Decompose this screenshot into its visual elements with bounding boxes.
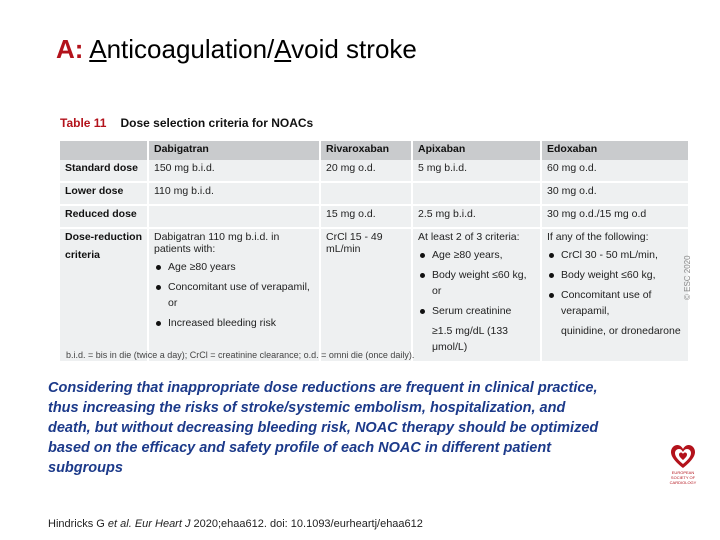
title-part-2: nticoagulation/ — [106, 34, 275, 64]
title-prefix: A: — [56, 34, 84, 64]
list-item: Serum creatinine — [418, 303, 535, 319]
slide-title — [56, 34, 417, 65]
logo-text: EUROPEAN SOCIETY OF CARDIOLOGY — [669, 470, 697, 485]
criteria-label-line1: Dose-reduction — [65, 231, 143, 243]
table-row — [60, 160, 689, 182]
dabigatran-criteria-cell — [148, 228, 320, 362]
header-dabigatran: Dabigatran — [148, 141, 320, 160]
table-cell: 5 mg b.i.d. — [412, 160, 541, 182]
edoxaban-criteria-list — [547, 247, 683, 339]
citation-etal: et al. — [107, 518, 132, 530]
title-underlined-letter-1: A — [89, 34, 107, 64]
table-row — [60, 182, 689, 205]
dabigatran-criteria-list — [154, 259, 314, 331]
title-part-4: void stroke — [291, 34, 417, 64]
table-row-criteria — [60, 228, 689, 362]
table-cell: 30 mg o.d. — [541, 182, 689, 205]
header-edoxaban: Edoxaban — [541, 141, 689, 160]
table-name: Dose selection criteria for NOACs — [120, 116, 314, 130]
citation-authors: Hindricks G — [48, 518, 105, 530]
edoxaban-criteria-cell — [541, 228, 689, 362]
table-cell: 150 mg b.i.d. — [148, 160, 320, 182]
apixaban-criteria-intro: At least 2 of 3 criteria: — [418, 231, 520, 243]
citation-details: 2020;ehaa612. doi: 10.1093/eurheartj/ehaa612 — [193, 518, 423, 530]
header-empty — [60, 141, 148, 160]
table-cell: 30 mg o.d./15 mg o.d — [541, 205, 689, 228]
rivaroxaban-criteria-cell: CrCl 15 - 49 mL/min — [320, 228, 412, 362]
dabigatran-criteria-intro: Dabigatran 110 mg b.i.d. in patients with: — [154, 231, 280, 255]
list-item: Concomitant use of verapamil, or — [154, 279, 314, 311]
title-underlined-letter-2: A — [274, 34, 292, 64]
copyright-notice: © ESC 2020 — [683, 255, 692, 300]
header-apixaban: Apixaban — [412, 141, 541, 160]
table-number: Table 11 — [60, 116, 107, 130]
row-label-reduced-dose: Reduced dose — [60, 205, 148, 228]
list-item: Concomitant use of verapamil, — [547, 287, 683, 319]
table-cell: 20 mg o.d. — [320, 160, 412, 182]
list-item: Age ≥80 years — [154, 259, 314, 275]
criteria-label-line2: criteria — [65, 249, 101, 261]
body-text: Considering that inappropriate dose reductions are frequent in clinical practice, thus increasing the risks of stroke/systemic embolism, hospitalization, and death, but without decreasing bleeding risk, NOAC therapy should be optimized based on the efficacy and safety profile of each NOAC in different patient subgroups — [48, 380, 599, 476]
apixaban-criteria-list — [418, 247, 535, 355]
table-cell: 2.5 mg b.i.d. — [412, 205, 541, 228]
table-caption — [60, 116, 313, 130]
list-item: CrCl 30 - 50 mL/min, — [547, 247, 683, 263]
table-row — [60, 205, 689, 228]
table-header-row — [60, 141, 689, 160]
apixaban-criteria-cell — [412, 228, 541, 362]
table-abbreviations: b.i.d. = bis in die (twice a day); CrCl = creatinine clearance; o.d. = omni die (once daily). — [66, 350, 415, 360]
row-label-standard-dose: Standard dose — [60, 160, 148, 182]
citation-journal: Eur Heart J — [134, 518, 191, 530]
list-item: Age ≥80 years, — [418, 247, 535, 263]
table-cell: 60 mg o.d. — [541, 160, 689, 182]
list-item: Increased bleeding risk — [154, 315, 314, 331]
row-label-lower-dose: Lower dose — [60, 182, 148, 205]
table-cell — [412, 182, 541, 205]
table-cell: 110 mg b.i.d. — [148, 182, 320, 205]
header-rivaroxaban: Rivaroxaban — [320, 141, 412, 160]
dose-selection-table — [60, 141, 690, 363]
row-label-dose-reduction-criteria — [60, 228, 148, 362]
table-cell — [148, 205, 320, 228]
citation — [48, 518, 423, 530]
list-item-continuation: quinidine, or dronedarone — [561, 325, 681, 337]
table-cell: 15 mg o.d. — [320, 205, 412, 228]
list-item: Body weight ≤60 kg, or — [418, 267, 535, 299]
list-item: Body weight ≤60 kg, — [547, 267, 683, 283]
edoxaban-criteria-intro: If any of the following: — [547, 231, 649, 243]
list-item-continuation: ≥1.5 mg/dL (133 μmol/L) — [432, 325, 509, 353]
table-cell — [320, 182, 412, 205]
